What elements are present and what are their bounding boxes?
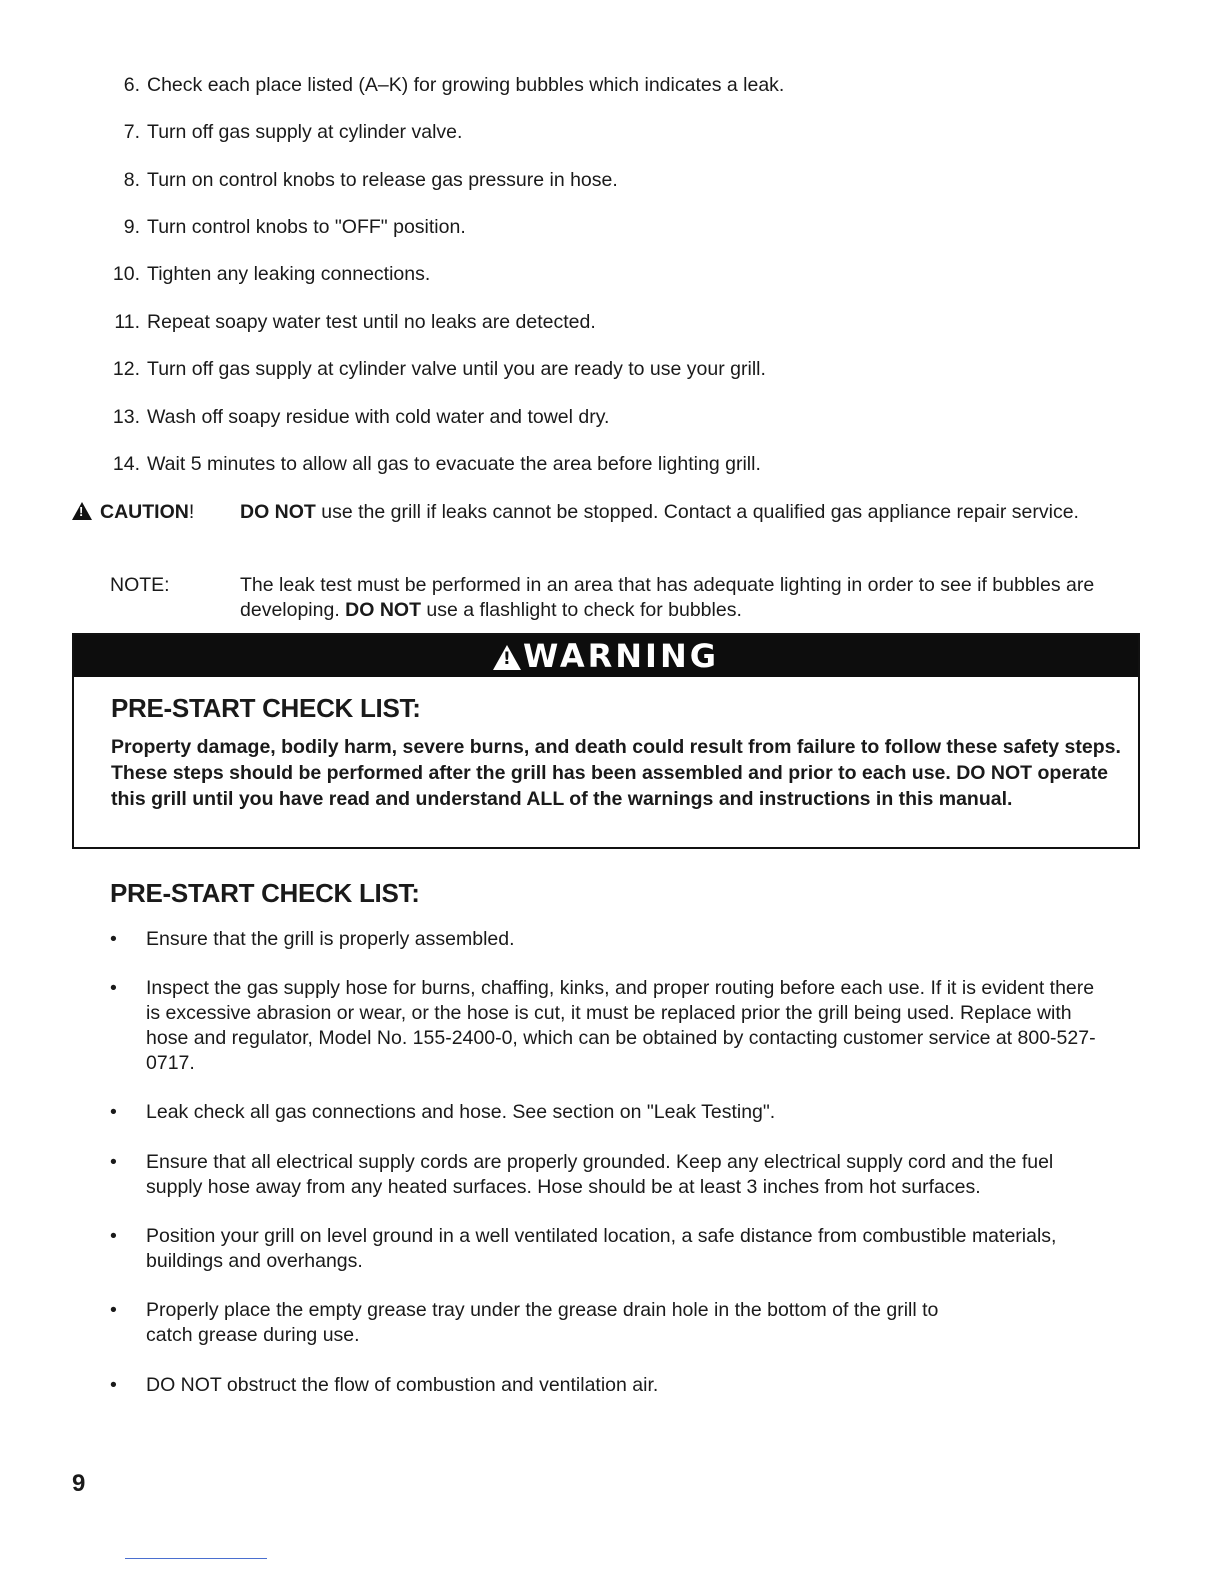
list-item-text: Properly place the empty grease tray under the grease drain hole in the bottom of the grill to catch grease during use.: [146, 1299, 939, 1346]
step-number: 11.: [114, 311, 140, 333]
checklist-title: PRE-START CHECK LIST:: [110, 878, 420, 908]
bullet-icon: •: [110, 1151, 117, 1173]
warning-triangle-icon: [72, 502, 92, 520]
warning-box: [72, 633, 1140, 849]
step-text: Tighten any leaking connections.: [147, 263, 431, 285]
step-number: 12.: [112, 358, 140, 380]
note-text: The leak test must be performed in an area that has adequate lighting in order to see if bubbles are developing. DO NOT use a flashlight to check for bubbles.: [240, 574, 1095, 621]
footer-rule: [125, 1558, 267, 1559]
step-number: 9.: [123, 216, 140, 238]
step-text: Check each place listed (A–K) for growing bubbles which indicates a leak.: [147, 74, 785, 96]
bullet-icon: •: [110, 977, 117, 999]
warning-text: Property damage, bodily harm, severe burns, and death could result from failure to follow these safety steps. These steps should be performed after the grill has been assembled and prior to each use. DO NOT operate this grill until you have read and understand ALL of the warnings and instructions in this manual.: [111, 736, 1121, 810]
step-number: 6.: [123, 74, 140, 96]
bullet-icon: •: [110, 1374, 117, 1396]
bullet-icon: •: [110, 928, 117, 950]
note-label: NOTE:: [110, 574, 170, 596]
list-item-text: Ensure that the grill is properly assembled.: [146, 928, 515, 950]
list-item-text: Inspect the gas supply hose for burns, chaffing, kinks, and proper routing before each use. If it is evident there is excessive abrasion or wear, or the hose is cut, it must be replaced prior the grill being used. Replace with hose and regulator, Model No. 155-2400-0, which can be obtained by contacting customer service at 800-527-0717.: [146, 977, 1096, 1074]
caution-text: DO NOT use the grill if leaks cannot be stopped. Contact a qualified gas appliance repair service.: [240, 501, 1079, 523]
warning-triangle-icon: [493, 645, 521, 670]
step-text: Turn control knobs to "OFF" position.: [147, 216, 466, 238]
step-text: Wait 5 minutes to allow all gas to evacuate the area before lighting grill.: [147, 453, 761, 475]
warning-title: PRE-START CHECK LIST:: [111, 693, 421, 723]
caution-label: !CAUTION!: [72, 500, 194, 525]
step-text: Turn off gas supply at cylinder valve.: [147, 121, 463, 143]
step-text: Wash off soapy residue with cold water and towel dry.: [147, 406, 610, 428]
step-number: 8.: [123, 169, 140, 191]
list-item-text: Ensure that all electrical supply cords are properly grounded. Keep any electrical supply cord and the fuel supply hose away from any heated surfaces. Hose should be at least 3 inches from hot surfaces.: [146, 1151, 1054, 1198]
step-number: 7.: [123, 121, 140, 143]
step-text: Turn on control knobs to release gas pressure in hose.: [147, 169, 618, 191]
step-number: 14.: [112, 453, 140, 475]
list-item-text: Position your grill on level ground in a well ventilated location, a safe distance from combustible materials, buildings and overhangs.: [146, 1225, 1057, 1272]
page-number: 9: [72, 1470, 86, 1497]
step-number: 10.: [112, 263, 140, 285]
list-item-text: Leak check all gas connections and hose. See section on "Leak Testing".: [146, 1101, 776, 1123]
bullet-icon: •: [110, 1101, 117, 1123]
bullet-icon: •: [110, 1299, 117, 1321]
warning-banner: !WARNING: [74, 635, 1138, 677]
step-text: Turn off gas supply at cylinder valve until you are ready to use your grill.: [147, 358, 766, 380]
list-item-text: DO NOT obstruct the flow of combustion and ventilation air.: [146, 1374, 659, 1396]
bullet-icon: •: [110, 1225, 117, 1247]
step-number: 13.: [112, 406, 140, 428]
step-text: Repeat soapy water test until no leaks are detected.: [147, 311, 596, 333]
